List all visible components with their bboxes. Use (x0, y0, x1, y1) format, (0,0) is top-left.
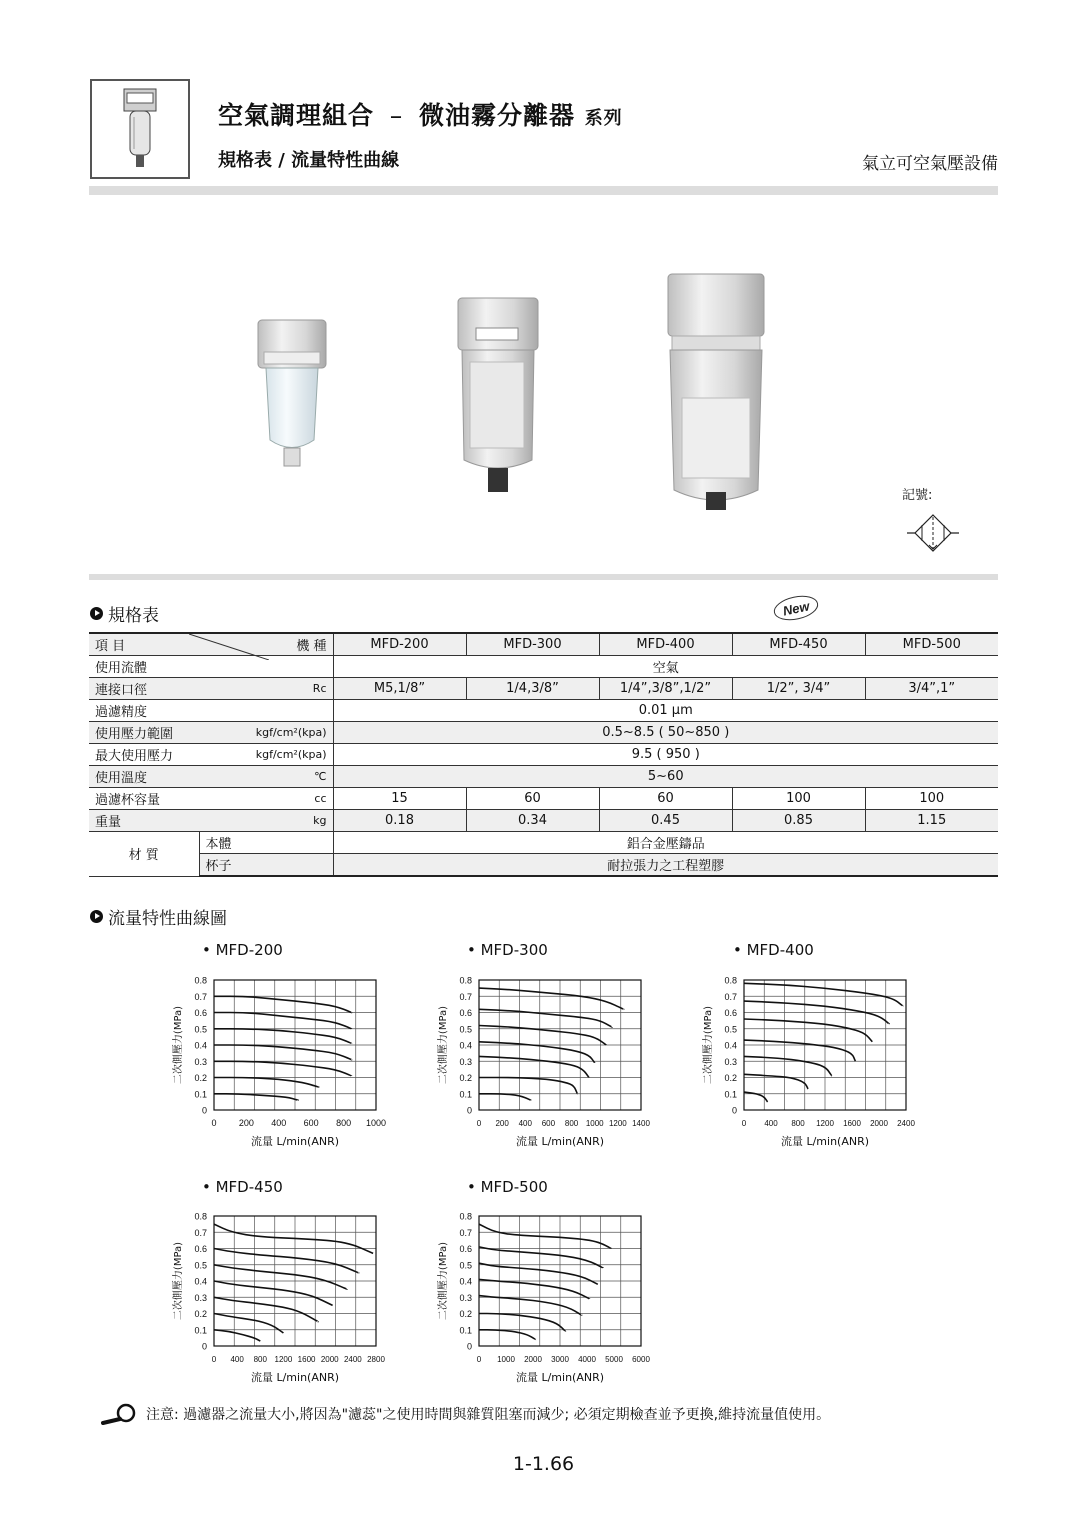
row-value: 100 (865, 788, 998, 810)
title-dash: – (389, 101, 404, 130)
table-row (89, 810, 998, 832)
y-tick-label: 0.4 (459, 1276, 472, 1287)
row-value: 3/4”,1” (865, 678, 998, 700)
row-unit: cc (199, 788, 333, 810)
y-tick-label: 0.7 (724, 991, 737, 1002)
material-body-value: 鋁合金壓鑄品 (333, 832, 998, 854)
play-bullet-icon (90, 607, 103, 620)
y-tick-label: 0.6 (194, 1244, 207, 1254)
row-value: 9.5 ( 950 ) (333, 744, 998, 766)
series-line (479, 1296, 582, 1316)
x-tick-label: 800 (791, 1119, 805, 1128)
x-tick-label: 1600 (297, 1355, 316, 1364)
company-name: 氣立可空氣壓設備 (862, 154, 998, 174)
row-unit: kgf/cm²(kpa) (199, 744, 333, 766)
x-axis-label: 流量 L/min(ANR) (250, 1371, 340, 1384)
y-tick-label: 0.4 (194, 1040, 207, 1051)
header-corner (89, 633, 333, 656)
row-label: 最大使用壓力 (89, 744, 199, 766)
y-tick-label: 0.5 (724, 1024, 737, 1035)
x-tick-label: 2000 (320, 1355, 339, 1364)
y-tick-label: 0.8 (724, 975, 737, 986)
flow-section-title (90, 904, 227, 929)
series-line (214, 1281, 333, 1305)
product-thumbnail (90, 79, 190, 179)
y-tick-label: 0.8 (459, 975, 472, 986)
y-tick-label: 0.5 (459, 1024, 472, 1035)
series-line (479, 1314, 565, 1332)
header-divider (89, 186, 998, 195)
row-unit: kgf/cm²(kpa) (199, 722, 333, 744)
row-label: 使用流體 (89, 656, 199, 678)
spec-table (89, 632, 998, 877)
table-header-row (89, 633, 998, 656)
y-tick-label: 0.8 (194, 975, 207, 986)
series-line (214, 1297, 318, 1321)
y-tick-label: 0.1 (194, 1089, 207, 1100)
y-axis-label: 二次側壓力(MPa) (438, 1005, 449, 1085)
series-line (479, 1078, 577, 1094)
x-tick-label: 0 (211, 1355, 217, 1364)
model-name: MFD-450 (732, 633, 865, 656)
x-tick-label: 2000 (870, 1119, 888, 1128)
row-value: 0.45 (599, 810, 732, 832)
series-line (214, 1094, 298, 1101)
row-unit (199, 700, 333, 722)
series-line (214, 1224, 373, 1253)
x-tick-label: 1400 (632, 1119, 650, 1128)
series-line (744, 1056, 832, 1076)
x-tick-label: 1200 (816, 1119, 834, 1128)
x-tick-label: 1000 (585, 1119, 604, 1128)
y-tick-label: 0.8 (194, 1211, 207, 1222)
spec-section-title (90, 601, 159, 626)
y-tick-label: 0 (201, 1105, 207, 1116)
photo-mfd-200 (258, 320, 326, 466)
y-tick-label: 0.5 (194, 1024, 207, 1035)
series-line (214, 1013, 352, 1029)
y-tick-label: 0.1 (724, 1089, 737, 1100)
y-axis-label: 二次側壓力(MPa) (438, 1241, 449, 1321)
table-row (89, 744, 998, 766)
table-row (89, 722, 998, 744)
row-value: 0.34 (466, 810, 599, 832)
x-tick-label: 1200 (608, 1119, 627, 1128)
spec-divider (89, 574, 998, 580)
y-tick-label: 0.4 (459, 1040, 472, 1051)
series-line (214, 1061, 352, 1076)
row-value: 60 (466, 788, 599, 810)
x-tick-label: 800 (564, 1119, 579, 1128)
x-tick-label: 1200 (274, 1355, 293, 1364)
y-tick-label: 0.2 (459, 1073, 472, 1083)
y-tick-label: 0.3 (459, 1056, 472, 1067)
y-tick-label: 0 (466, 1105, 472, 1116)
x-tick-label: 4000 (578, 1355, 596, 1364)
symbol-label: 記號: (902, 488, 933, 503)
y-tick-label: 0.3 (724, 1056, 737, 1067)
x-tick-label: 400 (764, 1119, 778, 1128)
flow-chart-mfd-450 (160, 1204, 400, 1390)
footnote-text: 注意: 過濾器之流量大小,將因為"濾蕊"之使用時間與雜質阻塞而減少; 必須定期檢查並予更換,維持流量值使用。 (146, 1407, 831, 1423)
y-tick-label: 0 (731, 1105, 737, 1116)
x-tick-label: 1600 (843, 1119, 861, 1128)
y-tick-label: 0.7 (459, 991, 472, 1002)
model-name: MFD-500 (865, 633, 998, 656)
y-tick-label: 0.6 (459, 1008, 472, 1018)
y-tick-label: 0.1 (194, 1325, 207, 1336)
x-tick-label: 200 (238, 1118, 254, 1128)
row-unit: kg (199, 810, 333, 832)
series-line (214, 1330, 260, 1341)
y-tick-label: 0.2 (194, 1073, 207, 1083)
y-tick-label: 0.3 (194, 1292, 207, 1303)
photo-mfd-300 (458, 298, 538, 492)
chart-title: • MFD-450 (202, 1178, 283, 1196)
filter-symbol-icon (905, 509, 961, 557)
series-line (214, 1029, 352, 1044)
flow-chart-mfd-400 (690, 968, 930, 1154)
play-bullet-icon (90, 910, 103, 923)
row-value: 空氣 (333, 656, 998, 678)
x-tick-label: 800 (253, 1355, 267, 1364)
row-value: M5,1/8” (333, 678, 466, 700)
x-tick-label: 3000 (551, 1355, 569, 1364)
row-label: 使用壓力範圍 (89, 722, 199, 744)
header-model: 機 種 (296, 639, 327, 654)
y-axis-label: 二次側壓力(MPa) (703, 1005, 714, 1085)
page-number: 1-1.66 (512, 1453, 575, 1475)
y-tick-label: 0.7 (194, 991, 207, 1002)
header-item: 項 目 (95, 639, 126, 654)
series-line (479, 1330, 536, 1340)
table-row (89, 788, 998, 810)
row-value: 0.18 (333, 810, 466, 832)
material-label: 材 質 (89, 832, 199, 877)
row-unit: ℃ (199, 766, 333, 788)
material-body-label: 本體 (199, 832, 333, 854)
x-tick-label: 0 (476, 1119, 482, 1128)
row-value: 1.15 (865, 810, 998, 832)
row-value: 60 (599, 788, 732, 810)
row-value: 1/4”,3/8”,1/2” (599, 678, 732, 700)
row-value: 1/4,3/8” (466, 678, 599, 700)
x-tick-label: 0 (476, 1355, 482, 1364)
x-tick-label: 5000 (605, 1355, 623, 1364)
series-line (214, 1249, 359, 1273)
x-tick-label: 0 (741, 1119, 747, 1128)
y-tick-label: 0.2 (194, 1309, 207, 1319)
row-value: 0.85 (732, 810, 865, 832)
y-tick-label: 0.8 (459, 1211, 472, 1222)
photo-mfd-400 (668, 274, 764, 510)
chart-title: • MFD-200 (202, 941, 283, 959)
x-tick-label: 200 (495, 1119, 509, 1128)
model-name: MFD-200 (333, 633, 466, 656)
y-tick-label: 0.6 (194, 1008, 207, 1018)
y-tick-label: 0.7 (459, 1227, 472, 1238)
footnote (100, 1403, 830, 1425)
y-tick-label: 0.3 (194, 1056, 207, 1067)
x-tick-label: 2400 (343, 1355, 362, 1364)
new-badge-text: New (781, 598, 811, 619)
flow-chart-mfd-200 (160, 968, 400, 1154)
x-axis-label: 流量 L/min(ANR) (515, 1135, 605, 1148)
y-tick-label: 0 (466, 1341, 472, 1352)
row-value: 0.5~8.5 ( 50~850 ) (333, 722, 998, 744)
x-tick-label: 2000 (524, 1355, 542, 1364)
series-line (479, 1094, 531, 1101)
row-value: 100 (732, 788, 865, 810)
x-tick-label: 600 (303, 1118, 319, 1128)
spec-title-text: 規格表 (108, 606, 159, 626)
row-value: 0.01 μm (333, 700, 998, 722)
x-tick-label: 1000 (497, 1355, 515, 1364)
row-value: 15 (333, 788, 466, 810)
material-cup-value: 耐拉張力之工程塑膠 (333, 854, 998, 877)
series-line (214, 1078, 319, 1088)
x-tick-label: 6000 (632, 1355, 650, 1364)
chart-title: • MFD-500 (467, 1178, 548, 1196)
x-tick-label: 400 (230, 1355, 244, 1364)
y-tick-label: 0.4 (724, 1040, 737, 1051)
chart-title: • MFD-300 (467, 941, 548, 959)
y-tick-label: 0.5 (459, 1260, 472, 1271)
series-line (744, 1074, 808, 1089)
flow-title-text: 流量特性曲線圖 (108, 909, 227, 929)
model-name: MFD-400 (599, 633, 732, 656)
flow-chart-mfd-300 (425, 968, 675, 1154)
chart-title: • MFD-400 (733, 941, 814, 959)
page-subtitle: 規格表 / 流量特性曲線 (218, 150, 400, 171)
y-tick-label: 0.1 (459, 1325, 472, 1336)
series-line (479, 1224, 611, 1248)
row-value: 1/2”, 3/4” (732, 678, 865, 700)
title-main: 空氣調理組合 (218, 101, 375, 130)
x-tick-label: 600 (541, 1119, 556, 1128)
y-tick-label: 0 (201, 1341, 207, 1352)
model-name: MFD-300 (466, 633, 599, 656)
magnifier-icon (100, 1403, 138, 1425)
x-axis-label: 流量 L/min(ANR) (780, 1135, 870, 1148)
y-tick-label: 0.7 (194, 1227, 207, 1238)
series-line (744, 1019, 872, 1042)
series-line (214, 1045, 352, 1060)
x-axis-label: 流量 L/min(ANR) (515, 1371, 605, 1384)
y-tick-label: 0.3 (459, 1292, 472, 1303)
y-tick-label: 0.2 (724, 1073, 737, 1083)
row-label: 過濾杯容量 (89, 788, 199, 810)
series-line (479, 1279, 590, 1299)
y-axis-label: 二次側壓力(MPa) (173, 1241, 184, 1321)
row-label: 重量 (89, 810, 199, 832)
material-cup-label: 杯子 (199, 854, 333, 877)
x-tick-label: 0 (211, 1118, 217, 1128)
table-row (89, 678, 998, 700)
page-title (218, 96, 623, 132)
y-tick-label: 0.2 (459, 1309, 472, 1319)
title-series: 系列 (584, 108, 623, 129)
row-label: 過濾精度 (89, 700, 199, 722)
flow-chart-mfd-500 (425, 1204, 665, 1390)
series-line (214, 996, 352, 1012)
x-tick-label: 400 (518, 1119, 532, 1128)
x-tick-label: 2800 (367, 1355, 385, 1364)
product-photos (240, 270, 800, 515)
row-label: 使用溫度 (89, 766, 199, 788)
title-product: 微油霧分離器 (418, 101, 575, 130)
series-line (744, 1040, 855, 1061)
table-row (89, 832, 998, 854)
table-row (89, 854, 998, 877)
series-line (479, 988, 624, 1009)
y-tick-label: 0.4 (194, 1276, 207, 1287)
x-tick-label: 400 (271, 1118, 287, 1128)
table-row (89, 766, 998, 788)
x-tick-label: 800 (336, 1118, 352, 1128)
row-label: 連接口徑 (89, 678, 199, 700)
x-tick-label: 2400 (897, 1119, 915, 1128)
y-tick-label: 0.6 (459, 1244, 472, 1254)
y-tick-label: 0.5 (194, 1260, 207, 1271)
y-tick-label: 0.6 (724, 1008, 737, 1018)
x-tick-label: 1000 (365, 1118, 387, 1128)
row-unit: Rc (199, 678, 333, 700)
new-badge (772, 594, 820, 622)
x-axis-label: 流量 L/min(ANR) (250, 1135, 340, 1148)
row-value: 5~60 (333, 766, 998, 788)
y-axis-label: 二次側壓力(MPa) (173, 1005, 184, 1085)
y-tick-label: 0.1 (459, 1089, 472, 1100)
series-line (479, 1056, 589, 1077)
table-row (89, 700, 998, 722)
